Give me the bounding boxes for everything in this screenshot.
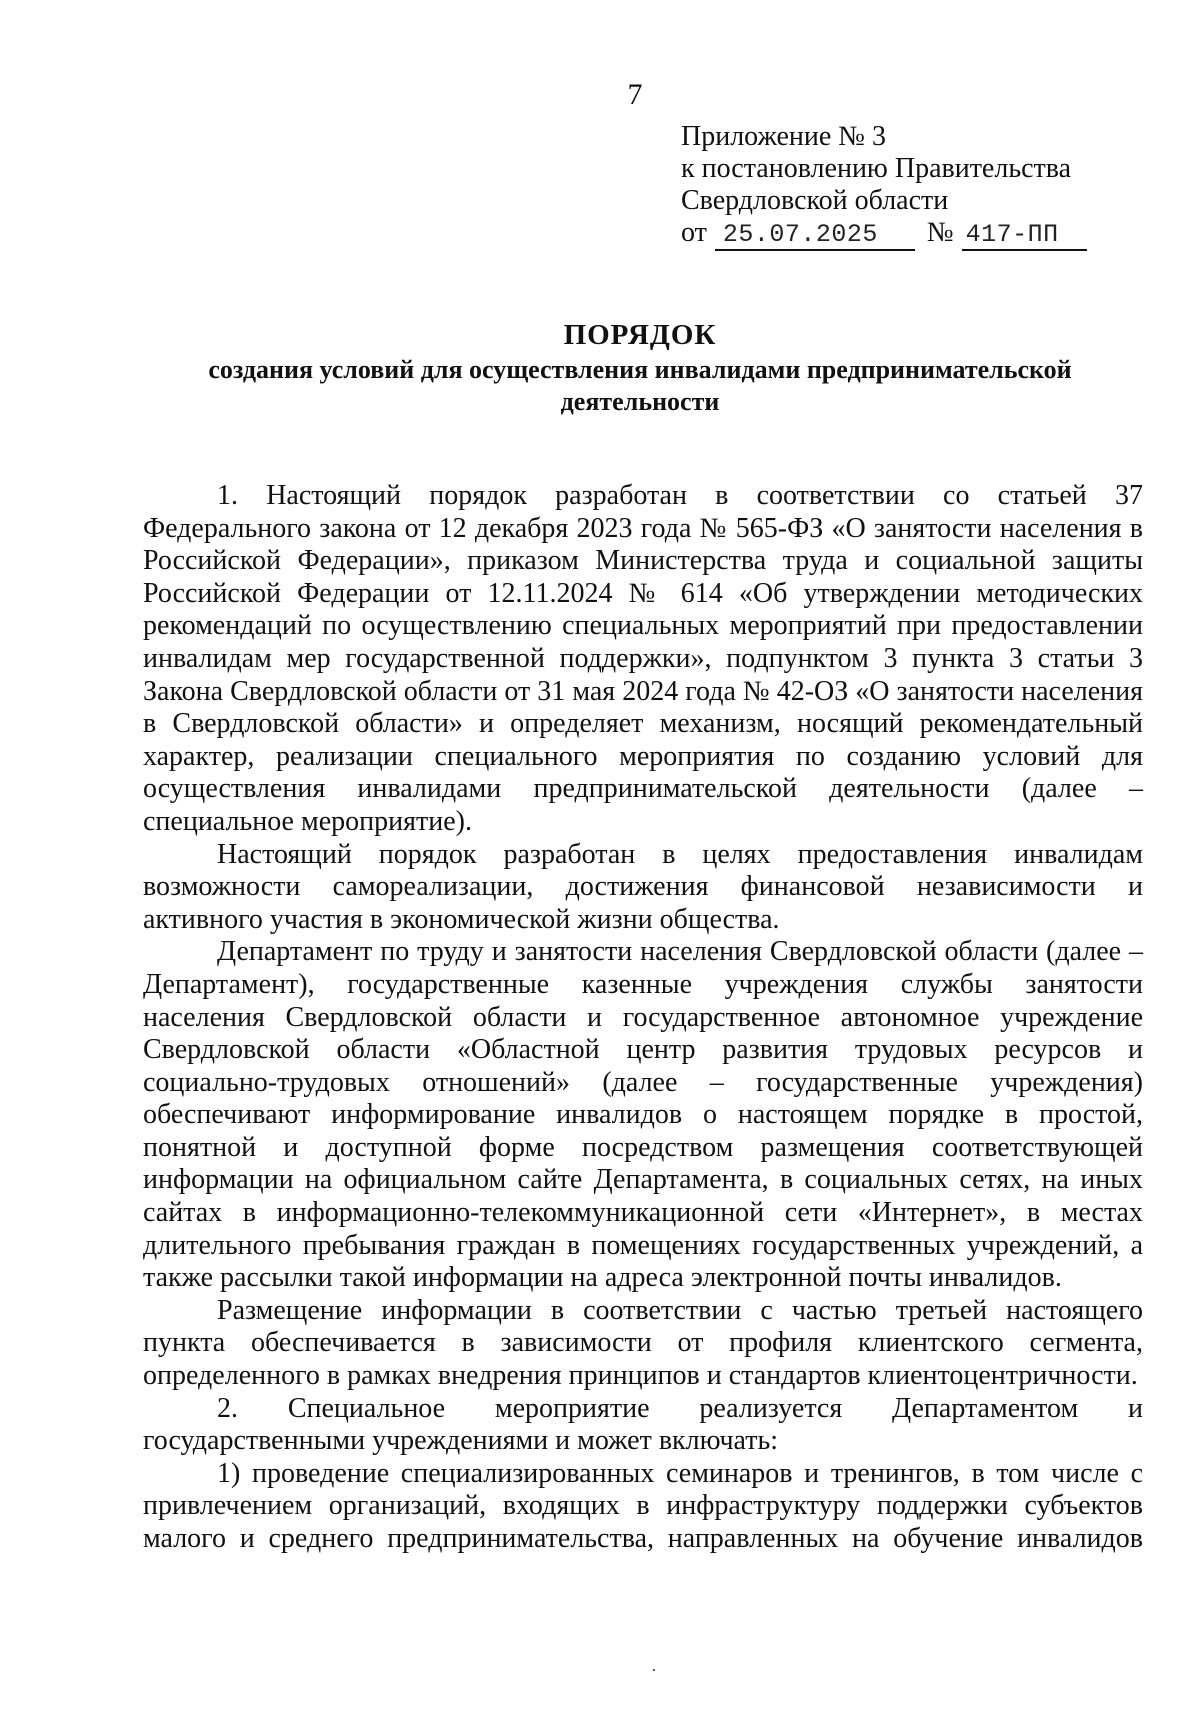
paragraph-1: 1. Настоящий порядок разработан в соответствии со статьей 37 Федерального закона от 12 декабря 2023 года № 565-ФЗ «О занятости населения в Российской Федерации», приказом Министерства труда и социальной защиты Российской Федерации от 12.11.2024 № 614 «Об утверждении методических рекомендаций по осуществлению специальных мероприятий при предоставлении инвалидам мер государственной поддержки», подпунктом 3 пункта 3 статьи 3 Закона Свердловской области от 31 мая 2024 года № 42-ОЗ «О занятости населения в Свердловской области» и определяет механизм, носящий рекомендательный характер, реализации специального мероприятия по созданию условий для осуществления инвалидами предпринимательской деятельности (далее – специальное мероприятие).	[143, 480, 1143, 837]
paragraph-3: Департамент по труду и занятости населения Свердловской области (далее – Департамент), государственные казенные учреждения службы занятости населения Свердловской области и государственное автономное учреждение Свердловской области «Областной центр развития трудовых ресурсов и социально-трудовых отношений» (далее – государственные учреждения) обеспечивают информирование инвалидов о настоящем порядке в простой, понятной и доступной форме посредством размещения соответствующей информации на официальном сайте Департамента, в социальных сетях, на иных сайтах в информационно-телекоммуникационной сети «Интернет», в местах длительного пребывания граждан в помещениях государственных учреждений, а также рассылки такой информации на адреса электронной почты инвалидов.	[143, 936, 1143, 1294]
appendix-line-3: Свердловской области	[681, 185, 949, 216]
appendix-date-line	[681, 217, 1161, 251]
resolution-date: 25.07.2025	[715, 221, 915, 251]
page-number: 7	[627, 78, 643, 111]
appendix-line-1: Приложение № 3	[681, 121, 886, 152]
resolution-number: 417-ПП	[962, 221, 1087, 251]
appendix-line-2: к постановлению Правительства	[681, 153, 1072, 184]
paragraph-2: Настоящий порядок разработан в целях предоставления инвалидам возможности самореализации, достижения финансовой независимости и активного участия в экономической жизни общества.	[143, 838, 1143, 935]
title-block	[130, 318, 1150, 418]
scan-speck	[653, 1669, 655, 1671]
paragraph-4: Размещение информации в соответствии с частью третьей настоящего пункта обеспечивается в зависимости от профиля клиентского сегмента, определенного в рамках внедрения принципов и стандартов клиентоцентричности.	[143, 1294, 1143, 1392]
appendix-header	[681, 121, 1161, 251]
paragraph-6: 1) проведение специализированных семинаров и тренингов, в том числе с привлечением организаций, входящих в инфраструктуру поддержки субъектов малого и среднего предпринимательства, направленных на обучение инвалидов	[143, 1457, 1143, 1554]
paragraph-5: 2. Специальное мероприятие реализуется Департаментом и государственными учреждениями и может включать:	[143, 1392, 1143, 1457]
document-title: ПОРЯДОК	[563, 319, 717, 351]
document-subtitle: создания условий для осуществления инвалидами предпринимательской деятельности	[208, 355, 1072, 416]
number-prefix: №	[926, 217, 954, 248]
date-prefix: от	[681, 217, 707, 248]
document-body	[143, 480, 1143, 1556]
